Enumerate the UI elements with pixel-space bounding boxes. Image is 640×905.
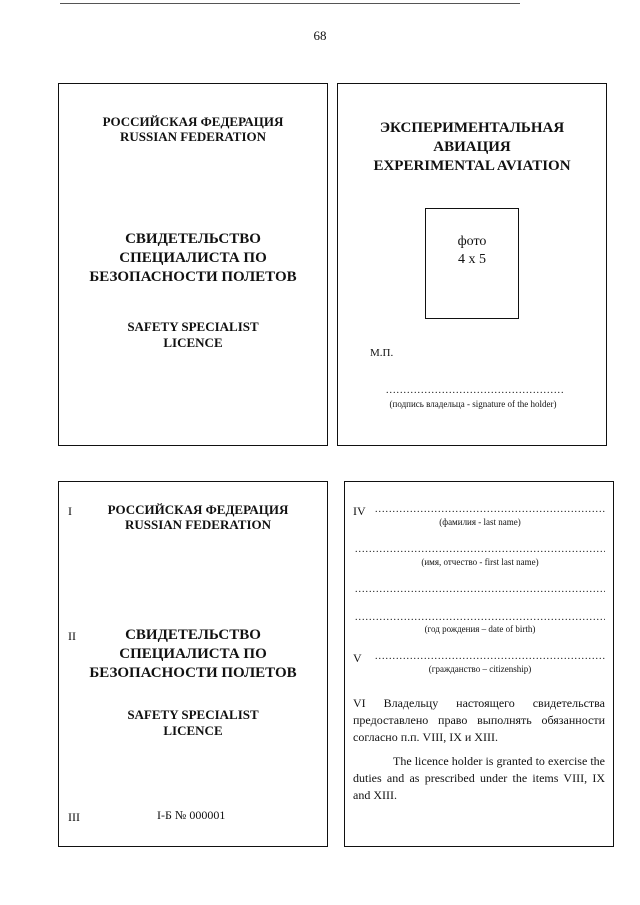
section-ii-label: II [68,629,76,643]
photo-size: 4 x 5 [458,252,486,267]
first-name-caption: (имя, отчество - first last name) [421,557,539,567]
title-en-line-2: LICENCE [163,335,223,350]
title-en-2-line-1: SAFETY SPECIALIST [127,707,259,722]
last-name-caption: (фамилия - last name) [439,517,521,527]
stamp-label: М.П. [370,347,394,359]
country-en-2: RUSSIAN FEDERATION [124,517,272,532]
photo-panel [337,83,607,446]
first-name-line [355,545,605,555]
birth-date-line [355,613,605,623]
top-rule [60,3,520,4]
cover-panel [58,83,328,446]
signature-line [386,386,564,396]
heading-ru-line-2: АВИАЦИЯ [433,139,511,155]
holder-panel [344,481,614,847]
photo-label: фото [457,234,487,249]
licence-panel [58,481,328,847]
page-number: 68 [313,28,327,43]
heading-en: EXPERIMENTAL AVIATION [373,158,571,174]
title-ru-2-line-3: БЕЗОПАСНОСТИ ПОЛЕТОВ [89,665,297,681]
country-ru-2: РОССИЙСКАЯ ФЕДЕРАЦИЯ [107,502,289,517]
photo-placeholder [425,208,519,319]
rights-paragraph-ru [353,695,605,746]
rights-paragraph-en: The licence holder is granted to exercise the duties and as prescribed under the items VIII, IX and XIII. [353,754,605,802]
section-v-label: V [353,651,362,665]
citizenship-caption: (гражданство – citizenship) [428,664,532,674]
title-en-line-1: SAFETY SPECIALIST [127,319,259,334]
title-ru-line-3: БЕЗОПАСНОСТИ ПОЛЕТОВ [89,269,297,285]
title-ru-2-line-2: СПЕЦИАЛИСТА ПО [119,646,267,662]
country-ru: РОССИЙСКАЯ ФЕДЕРАЦИЯ [102,114,284,129]
section-iv-label: IV [353,504,366,518]
last-name-line [375,505,605,515]
extra-line [355,585,605,595]
title-ru-2-line-1: СВИДЕТЕЛЬСТВО [125,627,261,643]
country-en: RUSSIAN FEDERATION [119,129,267,144]
heading-ru-line-1: ЭКСПЕРИМЕНТАЛЬНАЯ [379,120,565,136]
citizenship-line [375,652,605,662]
title-en-2-line-2: LICENCE [163,723,223,738]
section-vi-label: VI [353,696,366,710]
section-i-label: I [68,504,72,518]
serial-number: I-Б № 000001 [157,808,226,822]
title-ru-line-1: СВИДЕТЕЛЬСТВО [125,231,261,247]
title-ru-line-2: СПЕЦИАЛИСТА ПО [119,250,267,266]
section-iii-label: III [68,810,80,824]
signature-caption: (подпись владельца - signature of the holder) [389,399,557,409]
birth-date-caption: (год рождения – date of birth) [424,624,536,634]
rights-text-ru: Владельцу настоящего свидетельства предоставлено право выполнять обязанности согласно п.п. VIII, IX и XIII. [353,696,605,744]
